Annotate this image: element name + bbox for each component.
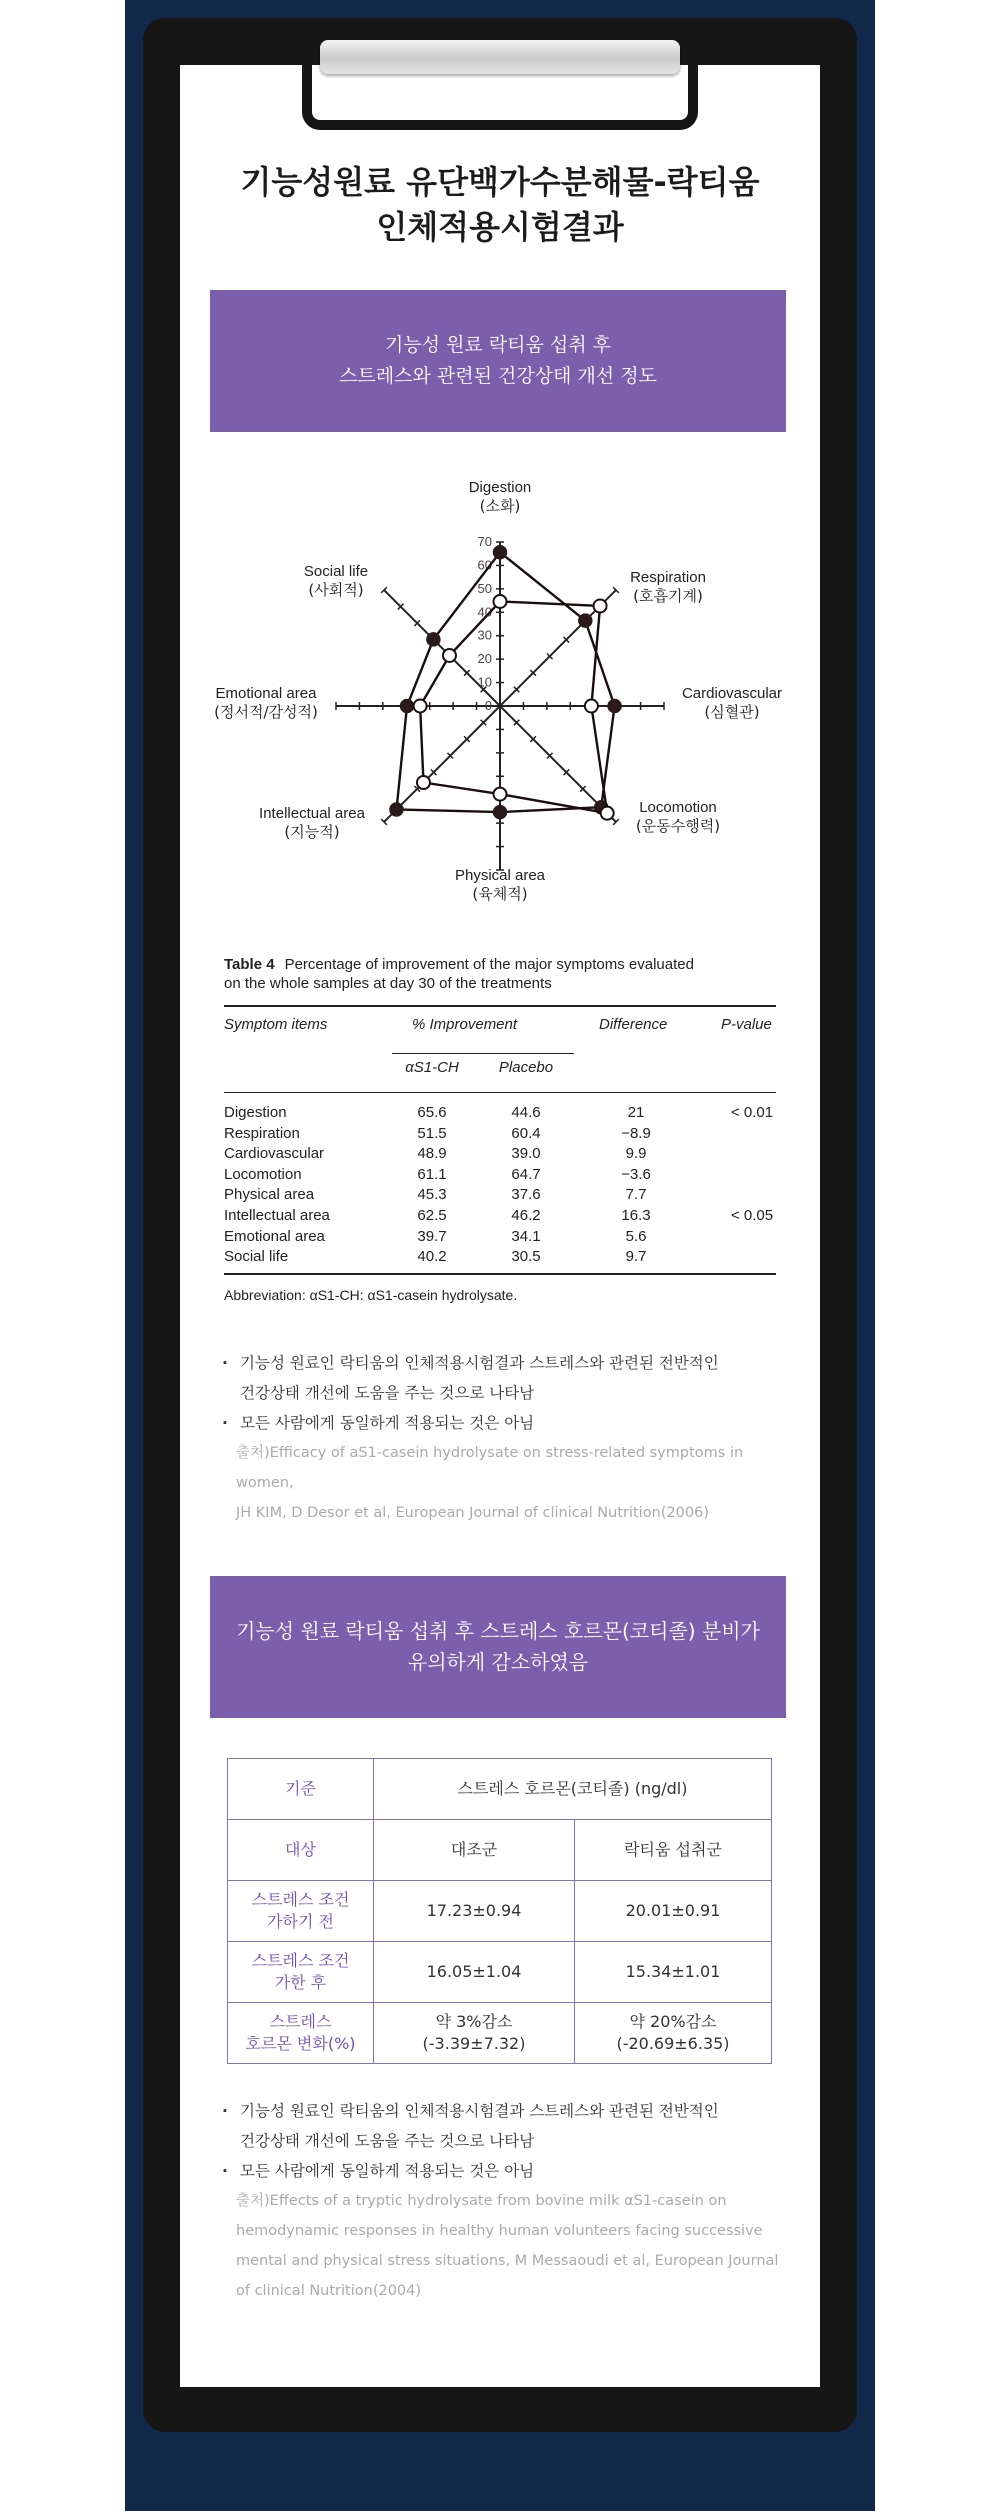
page-title: [180, 160, 820, 250]
table4-cell-ch: 39.7: [417, 1227, 447, 1245]
cortisol-change-lactium: [575, 2003, 772, 2064]
notes2-source-line4: of clinical Nutrition(2004): [236, 2283, 422, 2299]
table4-cell-diff: −3.6: [621, 1165, 651, 1183]
table4-cell-diff: 21: [627, 1104, 645, 1121]
table4-cell-placebo: 39.0: [511, 1145, 541, 1163]
cortisol-change-control-line1: 약 3%감소: [435, 2012, 513, 2031]
cortisol-table-row: [228, 2003, 772, 2064]
table4-cell-diff: −8.9: [621, 1124, 651, 1142]
radar-point-ch: [494, 546, 507, 559]
notes2-bullet1-line1: · 기능성 원료인 락티움의 인체적용시험결과 스트레스와 관련된 전반적인: [240, 2102, 719, 2120]
radar-axis-label-en: Physical area: [454, 867, 546, 884]
radar-axis-label-en: Intellectual area: [259, 805, 365, 822]
table4-cell-p: < 0.05: [730, 1207, 774, 1224]
radar-point-placebo: [585, 700, 598, 713]
radar-axis-label-ko: (지능적): [284, 823, 340, 841]
cortisol-label-criteria: 기준: [228, 1759, 374, 1820]
radar-axis-label-ko: (호흡기계): [633, 587, 703, 605]
radar-scale-tick-label: 0: [484, 698, 492, 713]
table4-cell-ch: 62.5: [417, 1207, 447, 1224]
radar-point-placebo: [414, 700, 427, 713]
table4-caption-line1: Percentage of improvement of the major symptoms evaluated: [284, 956, 694, 973]
radar-scale-tick-label: 50: [477, 580, 492, 596]
radar-point-ch: [579, 614, 592, 627]
notes2-bullet2-text: 모든 사람에게 동일하게 적용되는 것은 아님: [240, 2162, 535, 2180]
radar-point-placebo: [594, 599, 607, 612]
table4-cell-item: Physical area: [224, 1186, 315, 1204]
cortisol-table-row: [228, 1942, 772, 2003]
radar-axis-label-en: Emotional area: [215, 685, 317, 702]
table4-cell-item: Respiration: [224, 1124, 300, 1142]
cortisol-table: [227, 1758, 772, 2064]
radar-axis-label-en: Digestion: [468, 479, 532, 496]
table4-header-pvalue: P-value: [721, 1016, 772, 1033]
table4-cell-placebo: 30.5: [511, 1248, 541, 1266]
notes2-source-line2: hemodynamic responses in healthy human volunteers facing successive: [236, 2223, 763, 2239]
page-title-line1: 기능성원료 유단백가수분해물-락티움: [240, 163, 760, 201]
cortisol-change-label-line1: 스트레스: [269, 2012, 332, 2031]
table4-cell-diff: 5.6: [625, 1227, 647, 1245]
cortisol-cell-control: 17.23±0.94: [374, 1881, 575, 1942]
cortisol-cell-lactium: 20.01±0.91: [575, 1881, 772, 1942]
cortisol-change-lactium-line1: 약 20%감소: [629, 2012, 717, 2031]
table4-cell-placebo: 60.4: [511, 1124, 541, 1142]
notes2-source: [222, 2186, 792, 2306]
cortisol-col-control: 대조군: [374, 1820, 575, 1881]
notes1-bullet1-line1: · 기능성 원료인 락티움의 인체적용시험결과 스트레스와 관련된 전반적인: [240, 1354, 719, 1372]
cortisol-row-label-line1: 스트레스 조건: [251, 1890, 350, 1909]
radar-axis-label-ko: (육체적): [472, 885, 528, 903]
cortisol-label-target: 대상: [228, 1820, 374, 1881]
table4-abbreviation: Abbreviation: αS1-CH: αS1-casein hydrolysate.: [224, 1287, 518, 1303]
table4-cell-ch: 65.6: [417, 1104, 447, 1121]
table4-cell-ch: 48.9: [417, 1145, 447, 1163]
section1-header-line1: 기능성 원료 락티움 섭취 후: [384, 334, 612, 356]
table4-cell-placebo: 64.7: [511, 1165, 541, 1183]
table4-sub-rule: [392, 1053, 574, 1054]
radar-point-ch: [608, 700, 621, 713]
radar-scale-tick-label: 60: [477, 557, 492, 573]
radar-axis-label-en: Cardiovascular: [681, 685, 783, 702]
radar-scale-tick-label: 70: [477, 534, 492, 549]
radar-axis-label-ko: (소화): [479, 497, 521, 515]
table4-bottom-rule: [224, 1273, 776, 1275]
radar-axis-label-ko: (심혈관): [704, 703, 760, 721]
cortisol-row-label-line2: 가한 후: [274, 1973, 327, 1992]
page-title-line2: 인체적용시험결과: [376, 208, 624, 246]
notes1-bullet2-text: 모든 사람에게 동일하게 적용되는 것은 아님: [240, 1414, 535, 1432]
table4-cell-item: Cardiovascular: [224, 1145, 325, 1163]
notes1-bullet1: [222, 1348, 792, 1408]
cortisol-row-label: [228, 1881, 374, 1942]
table4-cell-ch: 51.5: [417, 1124, 447, 1142]
cortisol-table-row: [228, 1820, 772, 1881]
table4-header-improvement: % Improvement: [412, 1016, 518, 1033]
notes1-source-line1: 출처)Efficacy of aS1-casein hydrolysate on stress-related symptoms in women,: [236, 1445, 744, 1491]
table4-cell-p: < 0.01: [730, 1104, 774, 1121]
table4-cell-placebo: 37.6: [511, 1186, 541, 1204]
table4-cell-item: Intellectual area: [224, 1207, 330, 1224]
radar-point-placebo: [417, 776, 430, 789]
section2-header: [210, 1576, 786, 1718]
cortisol-change-control: [374, 2003, 575, 2064]
table4-header-difference: Difference: [599, 1016, 668, 1033]
radar-chart: [200, 470, 800, 920]
radar-series: [390, 546, 621, 820]
table4-cell-item: Social life: [224, 1248, 289, 1266]
radar-axis-label-en: Social life: [303, 563, 369, 580]
radar-axis-label-en: Locomotion: [639, 799, 717, 816]
notes1-bullet1-line2: 건강상태 개선에 도움을 주는 것으로 나타남: [240, 1384, 535, 1402]
table4-caption: [224, 955, 776, 993]
radar-point-placebo: [494, 595, 507, 608]
table4-cell-diff: 16.3: [621, 1207, 651, 1224]
notes2-bullet2: [222, 2156, 792, 2186]
table4-cell-ch: 45.3: [417, 1186, 447, 1204]
radar-point-placebo: [601, 807, 614, 820]
cortisol-col-lactium: 락티움 섭취군: [575, 1820, 772, 1881]
radar-axis-label-ko: (운동수행력): [635, 817, 721, 835]
radar-series-line-ch: [397, 552, 615, 812]
radar-point-ch: [494, 806, 507, 819]
cortisol-row-label-line2: 가하기 전: [267, 1912, 334, 1931]
radar-scale-tick-label: 40: [477, 604, 492, 620]
cortisol-row-label: [228, 1942, 374, 2003]
radar-axis-label-ko: (정서적/감성적): [214, 703, 318, 721]
table4-top-rule: [224, 1005, 776, 1007]
table4-label: Table 4: [224, 956, 275, 973]
table4-cell-diff: 7.7: [625, 1186, 647, 1204]
table4-caption-line2: on the whole samples at day 30 of the treatments: [224, 975, 552, 992]
radar-point-ch: [400, 700, 413, 713]
table4-cell-diff: 9.7: [625, 1248, 647, 1266]
cortisol-change-label-line2: 호르몬 변화(%): [245, 2034, 356, 2053]
notes1-source-line2: JH KIM, D Desor et al, European Journal of clinical Nutrition(2006): [236, 1505, 709, 1521]
table4-cell-ch: 40.2: [417, 1248, 447, 1266]
table4-header-rule: [224, 1092, 776, 1093]
radar-scale-tick-label: 20: [477, 651, 492, 667]
notes2-bullet1-line2: 건강상태 개선에 도움을 주는 것으로 나타남: [240, 2132, 535, 2150]
cortisol-change-label: [228, 2003, 374, 2064]
table4-cell-item: Emotional area: [224, 1227, 325, 1245]
table4-header-ch: αS1-CH: [405, 1059, 459, 1076]
table4-cell-item: Locomotion: [224, 1165, 302, 1183]
radar-axis-label-en: Respiration: [630, 569, 706, 586]
table4-cell-placebo: 34.1: [511, 1227, 541, 1245]
radar-point-placebo: [494, 788, 507, 801]
table4-cell-item: Digestion: [224, 1104, 287, 1121]
section2-header-line2: 유의하게 감소하였음: [407, 1650, 589, 1674]
table4-header-symptom: Symptom items: [224, 1016, 328, 1033]
notes2-source-line1: 출처)Effects of a tryptic hydrolysate from bovine milk αS1-casein on: [236, 2193, 727, 2209]
table4-cell-ch: 61.1: [417, 1165, 447, 1183]
cortisol-table-row: [228, 1759, 772, 1820]
cortisol-change-lactium-line2: (-20.69±6.35): [616, 2034, 730, 2053]
cortisol-change-control-line2: (-3.39±7.32): [422, 2034, 526, 2053]
radar-scale-tick-label: 30: [477, 627, 492, 643]
section1-header: [210, 290, 786, 432]
radar-point-placebo: [443, 649, 456, 662]
section1-header-line2: 스트레스와 관련된 건강상태 개선 정도: [339, 365, 657, 387]
radar-point-ch: [427, 633, 440, 646]
notes2: [222, 2096, 792, 2306]
radar-scale-tick-label: 10: [477, 674, 492, 690]
radar-series-line-placebo: [420, 602, 607, 814]
table4-header-placebo: Placebo: [498, 1059, 554, 1076]
notes1: [222, 1348, 792, 1528]
cortisol-unit-header: 스트레스 호르몬(코티졸) (ng/dl): [374, 1759, 772, 1820]
table4: [224, 955, 776, 1303]
table4-cell-placebo: 46.2: [511, 1207, 541, 1224]
notes1-bullet2: [222, 1408, 792, 1438]
radar-axis-label-ko: (사회적): [308, 581, 364, 599]
table4-cell-diff: 9.9: [625, 1145, 647, 1163]
cortisol-table-row: [228, 1881, 772, 1942]
cortisol-cell-control: 16.05±1.04: [374, 1942, 575, 2003]
cortisol-row-label-line1: 스트레스 조건: [251, 1951, 350, 1970]
radar-point-ch: [390, 803, 403, 816]
cortisol-cell-lactium: 15.34±1.01: [575, 1942, 772, 2003]
table4-cell-placebo: 44.6: [511, 1104, 541, 1121]
notes2-source-line3: mental and physical stress situations, M Messaoudi et al, European Journal: [236, 2253, 779, 2269]
clipboard-clip-bar: [320, 40, 680, 74]
section2-header-line1: 기능성 원료 락티움 섭취 후 스트레스 호르몬(코티졸) 분비가: [236, 1619, 760, 1643]
notes1-source: [222, 1438, 792, 1528]
notes2-bullet1: [222, 2096, 792, 2156]
